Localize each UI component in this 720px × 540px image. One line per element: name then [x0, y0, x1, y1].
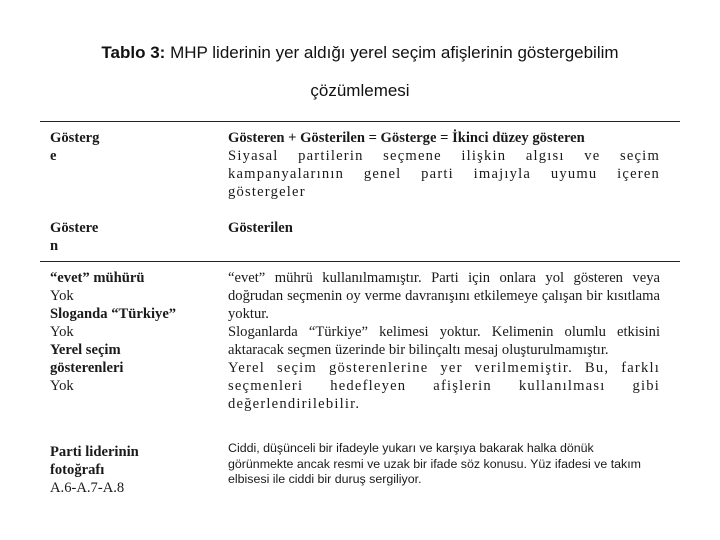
- title-line-2: çözümlemesi: [310, 81, 410, 100]
- yerel-description: Yerel seçim gösterenlerine yer verilmemiştir. Bu, farklı seçmenleri hedefleyen afişlerin kullanılması gibi değerlendirilebilir.: [228, 360, 660, 412]
- header-gosterilen-cell: [228, 219, 660, 237]
- header-gosteren-cell: [50, 219, 200, 255]
- foto-left-cell: [50, 443, 200, 497]
- header-description: Siyasal partilerin seçmene ilişkin algısı ve seçim kampanyalarının genel parti imajıyla uyumu içeren göstergeler: [228, 148, 660, 200]
- header-bottom-rule: [40, 261, 680, 262]
- evet-label: “evet” mühürü: [50, 270, 145, 286]
- yerel-label-line-2: gösterenleri: [50, 360, 124, 376]
- header-gosterge-desc-cell: [228, 129, 660, 201]
- foto-right-cell: [228, 441, 660, 488]
- header-gosterilen: Gösterilen: [228, 220, 293, 236]
- foto-label-line-1: Parti liderinin: [50, 444, 139, 460]
- header-gosterge-cell: [50, 129, 200, 165]
- evet-value: Yok: [50, 288, 74, 304]
- header-gosterge-line-1: Gösterg: [50, 130, 100, 146]
- slogan-description: Sloganlarda “Türkiye” kelimesi yoktur. Kelimenin olumlu etkisini aktaracak seçmen üzerinde bir bilinçaltı mesaj oluşturulmamıştır.: [228, 324, 660, 358]
- header-gosteren-line-2: n: [50, 238, 59, 254]
- foto-value: A.6-A.7-A.8: [50, 480, 125, 496]
- title-label: Tablo 3:: [101, 43, 166, 62]
- slogan-value: Yok: [50, 324, 74, 340]
- header-gosterge-line-2: e: [50, 148, 57, 164]
- table-top-rule: [40, 121, 680, 122]
- yerel-value: Yok: [50, 378, 74, 394]
- body-left-column: [50, 269, 200, 395]
- body-right-column: [228, 269, 660, 413]
- header-formula: Gösteren + Gösterilen = Gösterge = İkinci düzey gösteren: [228, 130, 585, 146]
- table-title: [40, 34, 680, 110]
- foto-label-line-2: fotoğrafı: [50, 462, 105, 478]
- title-text-1: MHP liderinin yer aldığı yerel seçim afişlerinin göstergebilim: [170, 43, 619, 62]
- evet-description: “evet” mührü kullanılmamıştır. Parti için onlara yol gösteren veya doğrudan seçmenin oy verme davranışını etkilemeye çalışan bir kısıtlama yoktur.: [228, 270, 660, 322]
- header-gosteren-line-1: Göstere: [50, 220, 99, 236]
- foto-description: Ciddi, düşünceli bir ifadeyle yukarı ve karşıya bakarak halka dönük görünmekte ancak resmi ve uzak bir ifade söz konusu. Yüz ifadesi ve takım elbisesi ile ciddi bir duruş sergiliyor.: [228, 441, 641, 486]
- title-line-1: [40, 34, 680, 72]
- yerel-label-line-1: Yerel seçim: [50, 342, 121, 358]
- slogan-label: Sloganda “Türkiye”: [50, 306, 177, 322]
